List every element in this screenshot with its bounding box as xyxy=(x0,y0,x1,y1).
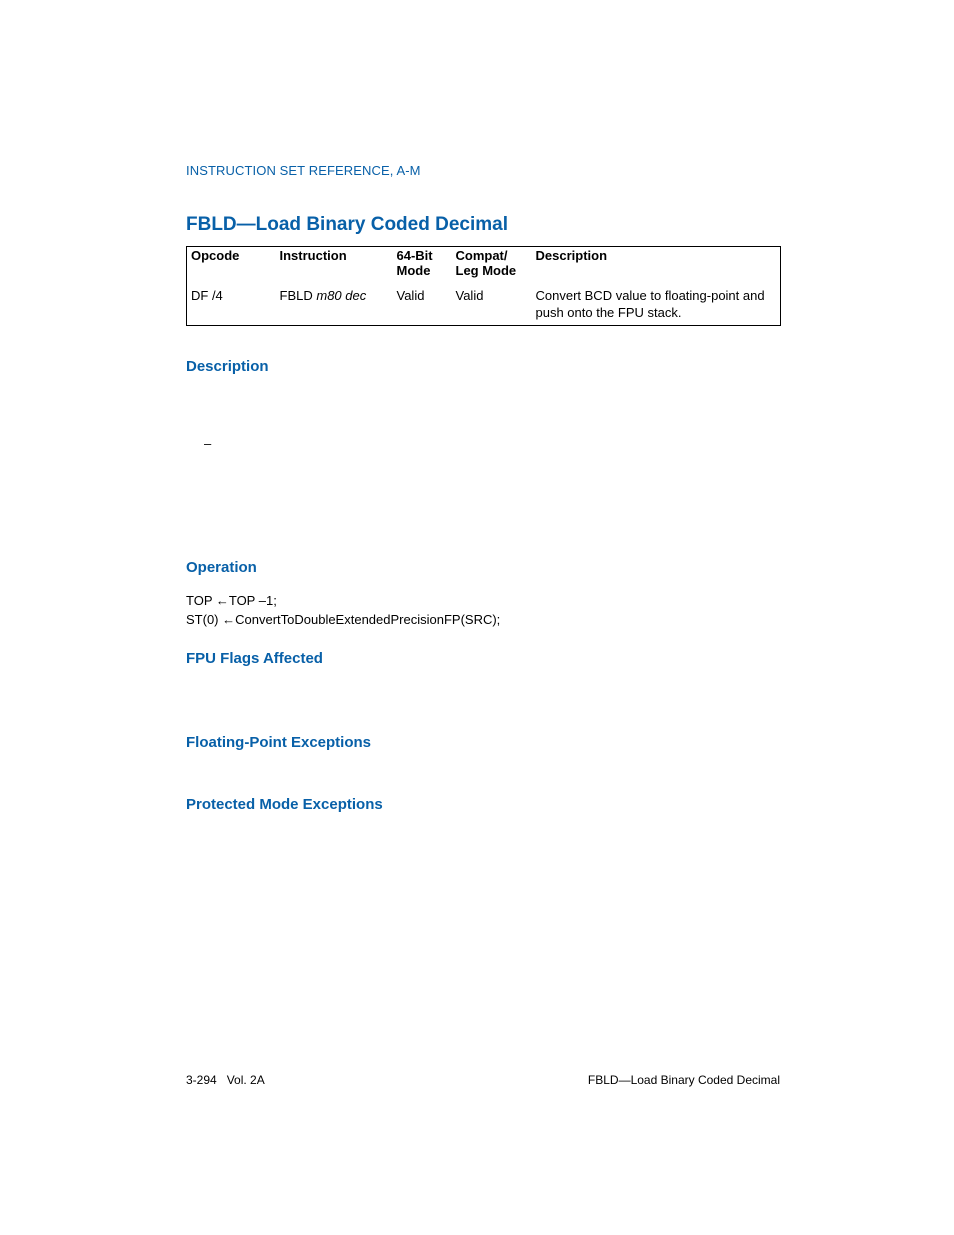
section-operation-heading: Operation xyxy=(186,559,257,576)
header-64bit-line1: 64-Bit xyxy=(396,248,433,263)
cell-compat-mode: Valid xyxy=(455,288,484,303)
operation-code-line-2: ST(0) ←ConvertToDoubleExtendedPrecisionFP(SRC); xyxy=(186,612,501,627)
opcode-table xyxy=(186,246,781,326)
footer-page-number: 3-294 Vol. 2A xyxy=(186,1073,265,1087)
instruction-operand: m80 dec xyxy=(316,288,367,303)
operation-code-line-1: TOP ←TOP –1; xyxy=(186,593,277,608)
table-header-row xyxy=(187,247,781,287)
section-protected-mode-heading: Protected Mode Exceptions xyxy=(186,796,383,813)
cell-description: Convert BCD value to floating-point and push onto the FPU stack. xyxy=(535,288,765,320)
header-instruction: Instruction xyxy=(279,248,347,263)
page-title: FBLD—Load Binary Coded Decimal xyxy=(186,214,508,235)
cell-opcode: DF /4 xyxy=(191,288,223,303)
section-fp-exceptions-heading: Floating-Point Exceptions xyxy=(186,734,372,751)
description-dash: – xyxy=(204,436,212,451)
cell-instruction xyxy=(276,286,393,326)
header-compat-line1: Compat/ xyxy=(455,248,508,263)
header-opcode: Opcode xyxy=(191,248,240,263)
header-compat-line2: Leg Mode xyxy=(455,263,517,278)
table-row xyxy=(187,286,781,326)
section-fpu-flags-heading: FPU Flags Affected xyxy=(186,650,323,667)
header-64bit-line2: Mode xyxy=(396,263,431,278)
header-64bit-mode xyxy=(393,247,452,287)
footer-title: FBLD—Load Binary Coded Decimal xyxy=(587,1073,780,1087)
header-description: Description xyxy=(535,248,608,263)
header-compat-mode xyxy=(452,247,532,287)
cell-64bit-mode: Valid xyxy=(396,288,425,303)
section-description-heading: Description xyxy=(186,358,269,375)
running-head: INSTRUCTION SET REFERENCE, A-M xyxy=(186,163,421,178)
instruction-mnemonic: FBLD xyxy=(279,288,313,303)
